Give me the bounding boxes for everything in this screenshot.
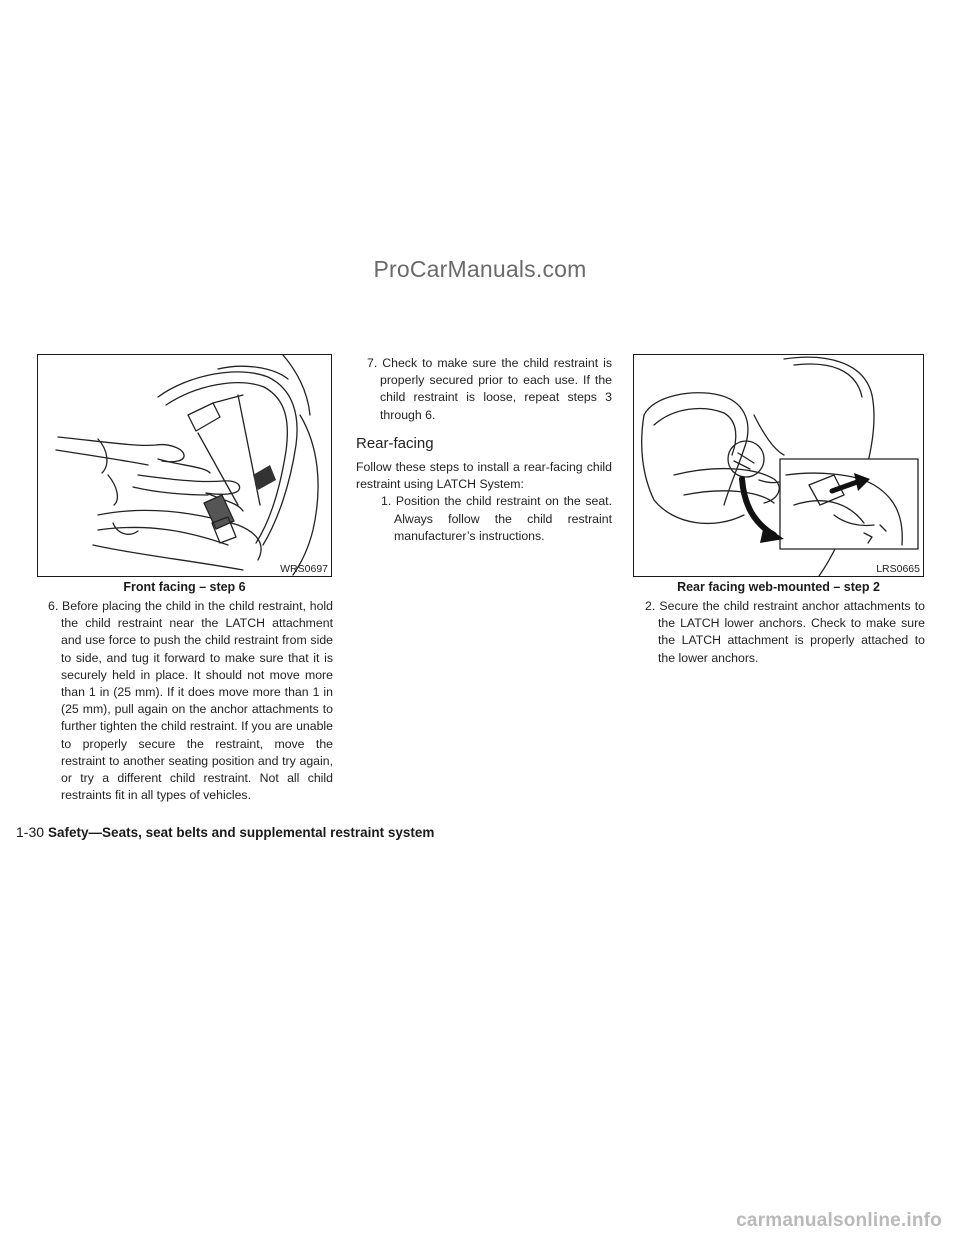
- figure-rear-facing: [633, 354, 924, 577]
- page-number: 1-30: [16, 824, 45, 840]
- figure-code-left: WRS0697: [280, 563, 328, 575]
- step-6-text: 6. Before placing the child in the child restraint, hold the child restraint near the LATCH attachment and use force to push the child restraint from side to side, and tug it forward to make sure that it is securely held in place. It should not move more than 1 in (25 mm). If it does move more than 1 in (25 mm), pull again on the anchor attachments to further tighten the child restraint. If you are unable to properly secure the restraint, move the restraint to another seating position and try again, or try a different child restraint. Not all child restraints fit in all types of vehicles.: [48, 599, 333, 803]
- figure-code-right: LRS0665: [876, 563, 920, 575]
- figure-front-facing: [37, 354, 332, 577]
- step-1-text: 1. Position the child restraint on the seat. Always follow the child restraint manufacturer’s instructions.: [381, 494, 612, 543]
- column-2: [356, 355, 612, 545]
- page-footer: [16, 824, 434, 842]
- child-seat-rear-illustration: [634, 355, 923, 576]
- column-1: [37, 598, 333, 804]
- figure-caption-right: Rear facing web-mounted – step 2: [677, 580, 880, 594]
- watermark-bottom: carmanualsonline.info: [736, 1210, 942, 1231]
- section-heading-rear-facing: Rear-facing: [356, 434, 434, 452]
- step-2-text: 2. Secure the child restraint anchor attachments to the LATCH lower anchors. Check to make sure the LATCH attachment is properly attached to the lower anchors.: [645, 599, 925, 665]
- rear-facing-intro: Follow these steps to install a rear-facing child restraint using LATCH System:: [356, 460, 612, 492]
- step-7-text: 7. Check to make sure the child restraint is properly secured prior to each use. If the child restraint is loose, repeat steps 3 through 6.: [367, 356, 612, 422]
- watermark-top: ProCarManuals.com: [373, 256, 587, 282]
- column-3: [634, 598, 925, 667]
- figure-caption-left: Front facing – step 6: [123, 580, 246, 594]
- footer-section-title: Safety—Seats, seat belts and supplemental restraint system: [48, 825, 435, 840]
- child-seat-front-illustration: [38, 355, 331, 576]
